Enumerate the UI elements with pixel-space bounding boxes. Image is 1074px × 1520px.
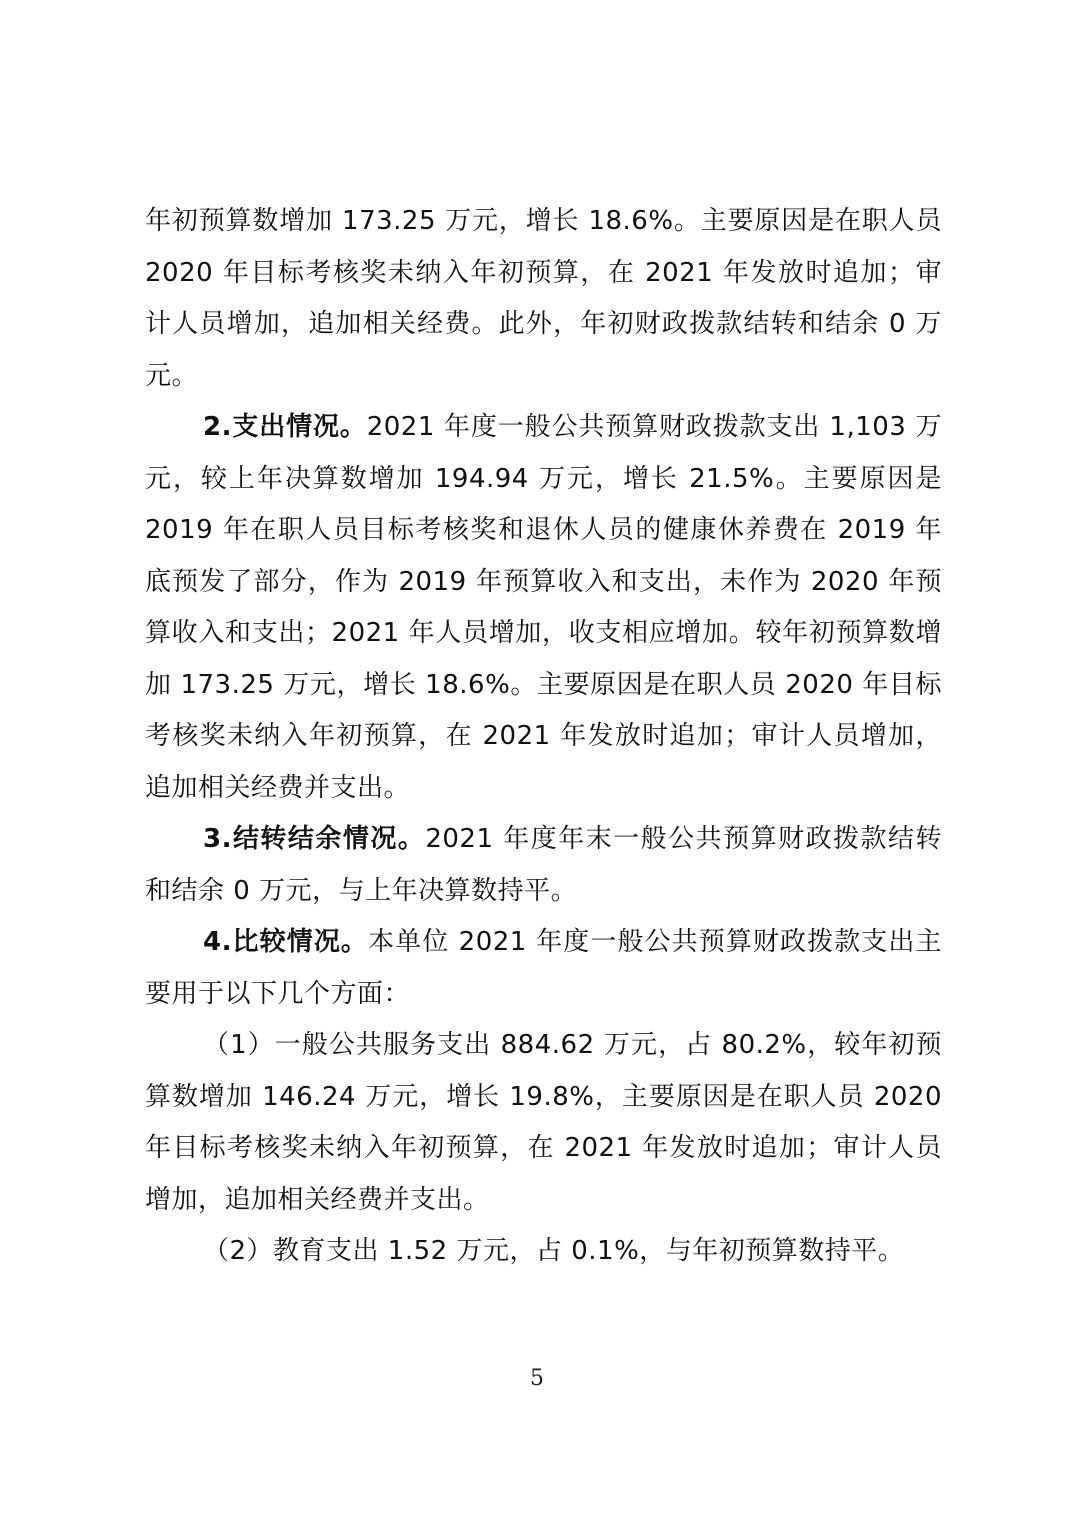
body-text [145,196,942,1278]
paragraph-continuation [145,196,942,402]
page-number: 5 [530,1366,544,1391]
paragraph-text: 年初预算数增加 173.25 万元，增长 18.6%。主要原因是在职人员 2020 年目标考核奖未纳入年初预算，在 2021 年发放时追加；审计人员增加，追加相关经费。此外，年初财政拨款结转和结余 0 万元。 [145,206,942,391]
paragraph-text: （1）一般公共服务支出 884.62 万元，占 80.2%，较年初预算数增加 146.24 万元，增长 19.8%，主要原因是在职人员 2020 年目标考核奖未纳入年初预算，在 2021 年发放时追加；审计人员增加，追加相关经费并支出。 [145,1030,942,1215]
paragraph-carryover [145,814,942,917]
paragraph-item-2 [145,1226,942,1278]
section-heading-expenditure: 2.支出情况。 [203,412,367,442]
section-heading-comparison: 4.比较情况。 [203,927,369,957]
paragraph-item-1 [145,1020,942,1226]
paragraph-comparison [145,917,942,1020]
section-heading-carryover: 3.结转结余情况。 [203,824,426,854]
paragraph-text: （2）教育支出 1.52 万元，占 0.1%，与年初预算数持平。 [203,1236,905,1266]
paragraph-expenditure [145,402,942,814]
paragraph-text: 本单位 2021 年度一般公共预算财政拨款支出主要用于以下几个方面： [145,927,942,1009]
paragraph-text: 2021 年度一般公共预算财政拨款支出 1,103 万元，较上年决算数增加 194.94 万元，增长 21.5%。主要原因是 2019 年在职人员目标考核奖和退休人员的健康休养费在 2019 年底预发了部分，作为 2019 年预算收入和支出，未作为 2020 年预算收入和支出；2021 年人员增加，收支相应增加。较年初预算数增加 173.25 万元，增长 18.6%。主要原因是在职人员 2020 年目标考核奖未纳入年初预算，在 2021 年发放时追加；审计人员增加，追加相关经费并支出。 [145,412,942,803]
paragraph-text: 2021 年度年末一般公共预算财政拨款结转和结余 0 万元，与上年决算数持平。 [145,824,943,906]
